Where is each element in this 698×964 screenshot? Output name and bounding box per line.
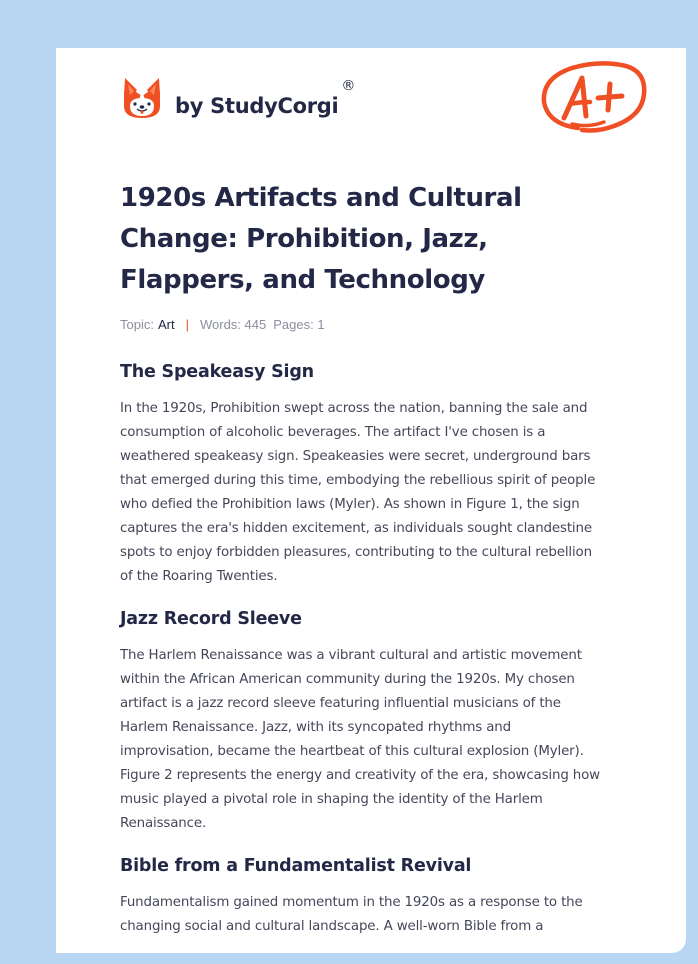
text-line: consumption of alcoholic beverages. The artifact I've chosen is a bbox=[120, 425, 546, 440]
studycorgi-logo[interactable] bbox=[122, 76, 355, 120]
section-heading: Jazz Record Sleeve bbox=[120, 609, 302, 629]
section-heading: The Speakeasy Sign bbox=[120, 362, 314, 382]
text-line: Harlem Renaissance. Jazz, with its syncopated rhythms and bbox=[120, 720, 511, 735]
header bbox=[56, 48, 686, 158]
text-line: spots to enjoy forbidden pleasures, contributing to the cultural rebellion bbox=[120, 545, 592, 560]
text-line: of the Roaring Twenties. bbox=[120, 569, 278, 584]
text-line: In the 1920s, Prohibition swept across the nation, banning the sale and bbox=[120, 401, 588, 416]
text-line: Fundamentalism gained momentum in the 1920s as a response to the bbox=[120, 895, 583, 910]
section-paragraph bbox=[120, 891, 630, 939]
section-paragraph bbox=[120, 644, 630, 836]
text-line: music played a pivotal role in shaping the identity of the Harlem bbox=[120, 792, 543, 807]
section-heading: Bible from a Fundamentalist Revival bbox=[120, 856, 472, 876]
article-meta bbox=[120, 314, 630, 334]
text-line: artifact is a jazz record sleeve featuring influential musicians of the bbox=[120, 696, 561, 711]
title-line: 1920s Artifacts and Cultural bbox=[120, 183, 522, 213]
text-line: changing social and cultural landscape. A well-worn Bible from a bbox=[120, 919, 544, 934]
page-title bbox=[120, 178, 630, 301]
text-line: weathered speakeasy sign. Speakeasies were secret, underground bars bbox=[120, 449, 591, 464]
section-paragraph bbox=[120, 397, 630, 589]
page-count: Pages: 1 bbox=[273, 316, 325, 332]
document-card bbox=[56, 48, 686, 953]
text-line: captures the era's hidden excitement, as individuals sought clandestine bbox=[120, 521, 592, 536]
word-count: Words: 445 bbox=[199, 316, 267, 332]
text-line: Renaissance. bbox=[120, 816, 207, 831]
section-bible-fundamentalist-revival bbox=[120, 854, 630, 939]
meta-separator: | bbox=[185, 316, 189, 332]
section-speakeasy-sign bbox=[120, 360, 630, 589]
title-line: Change: Prohibition, Jazz, bbox=[120, 224, 488, 254]
text-line: improvisation, became the heartbeat of this cultural explosion (Myler). bbox=[120, 744, 584, 759]
text-line: within the African American community during the 1920s. My chosen bbox=[120, 672, 575, 687]
section-jazz-record-sleeve bbox=[120, 607, 630, 836]
text-line: Figure 2 represents the energy and creativity of the era, showcasing how bbox=[120, 768, 600, 783]
text-line: who defied the Prohibition laws (Myler). As shown in Figure 1, the sign bbox=[120, 497, 580, 512]
corgi-head-icon bbox=[122, 76, 162, 120]
article bbox=[120, 178, 630, 939]
a-plus-grade-icon bbox=[538, 58, 650, 140]
topic-label: Topic: bbox=[120, 316, 154, 332]
registered-mark: ® bbox=[341, 78, 356, 94]
topic-link[interactable]: Art bbox=[157, 316, 175, 332]
text-line: The Harlem Renaissance was a vibrant cultural and artistic movement bbox=[120, 648, 582, 663]
brand-name: by StudyCorgi bbox=[175, 94, 339, 118]
title-line: Flappers, and Technology bbox=[120, 265, 485, 295]
text-line: that emerged during this time, embodying the rebellious spirit of people bbox=[120, 473, 596, 488]
